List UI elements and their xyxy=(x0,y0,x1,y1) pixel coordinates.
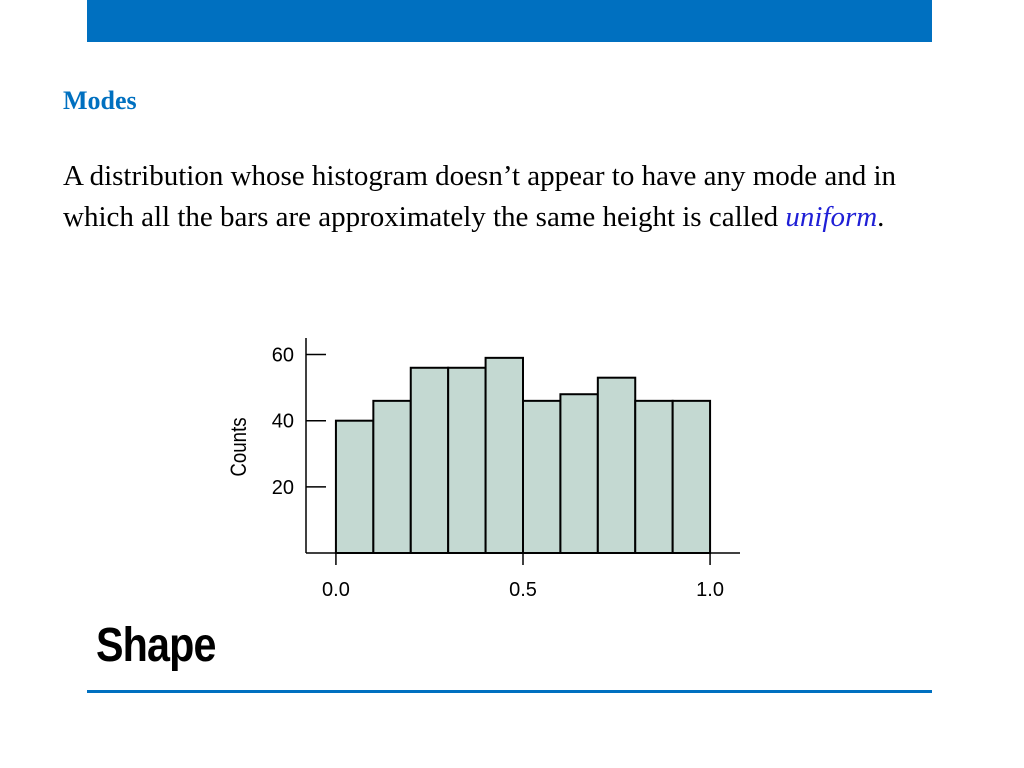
y-tick-label: 60 xyxy=(271,344,294,367)
histogram-bar xyxy=(486,358,523,553)
histogram-bar xyxy=(635,401,672,553)
histogram-bar xyxy=(560,394,597,553)
y-axis-ticks xyxy=(272,345,326,499)
histogram-bar xyxy=(336,421,373,553)
histogram-bar xyxy=(673,401,710,553)
histogram-bar xyxy=(373,401,410,553)
histogram-bar xyxy=(523,401,560,553)
x-tick-label: 1.0 xyxy=(696,579,724,601)
slide-title: Shape xyxy=(96,619,216,672)
slide-body-text xyxy=(63,156,963,238)
top-accent-bar xyxy=(87,0,932,42)
x-tick-label: 0.0 xyxy=(322,579,350,601)
body-text-lead: A distribution whose histogram doesn’t appear to have any mode and in which all the bars are approximately the same height is called xyxy=(63,160,897,233)
histogram-bar xyxy=(448,368,485,553)
histogram-bars xyxy=(336,358,710,553)
y-axis-label: Counts xyxy=(227,417,252,477)
x-axis-ticks xyxy=(322,553,724,601)
x-tick-label: 0.5 xyxy=(509,579,537,601)
y-tick-label: 40 xyxy=(271,410,294,433)
slide-heading: Modes xyxy=(63,86,137,115)
body-text-end: . xyxy=(877,201,885,233)
histogram-bar xyxy=(598,378,635,553)
histogram-bar xyxy=(411,368,448,553)
body-text-term: uniform xyxy=(785,201,878,233)
y-tick-label: 20 xyxy=(271,476,294,499)
footer-accent-rule xyxy=(87,690,932,693)
histogram-chart xyxy=(200,320,760,610)
